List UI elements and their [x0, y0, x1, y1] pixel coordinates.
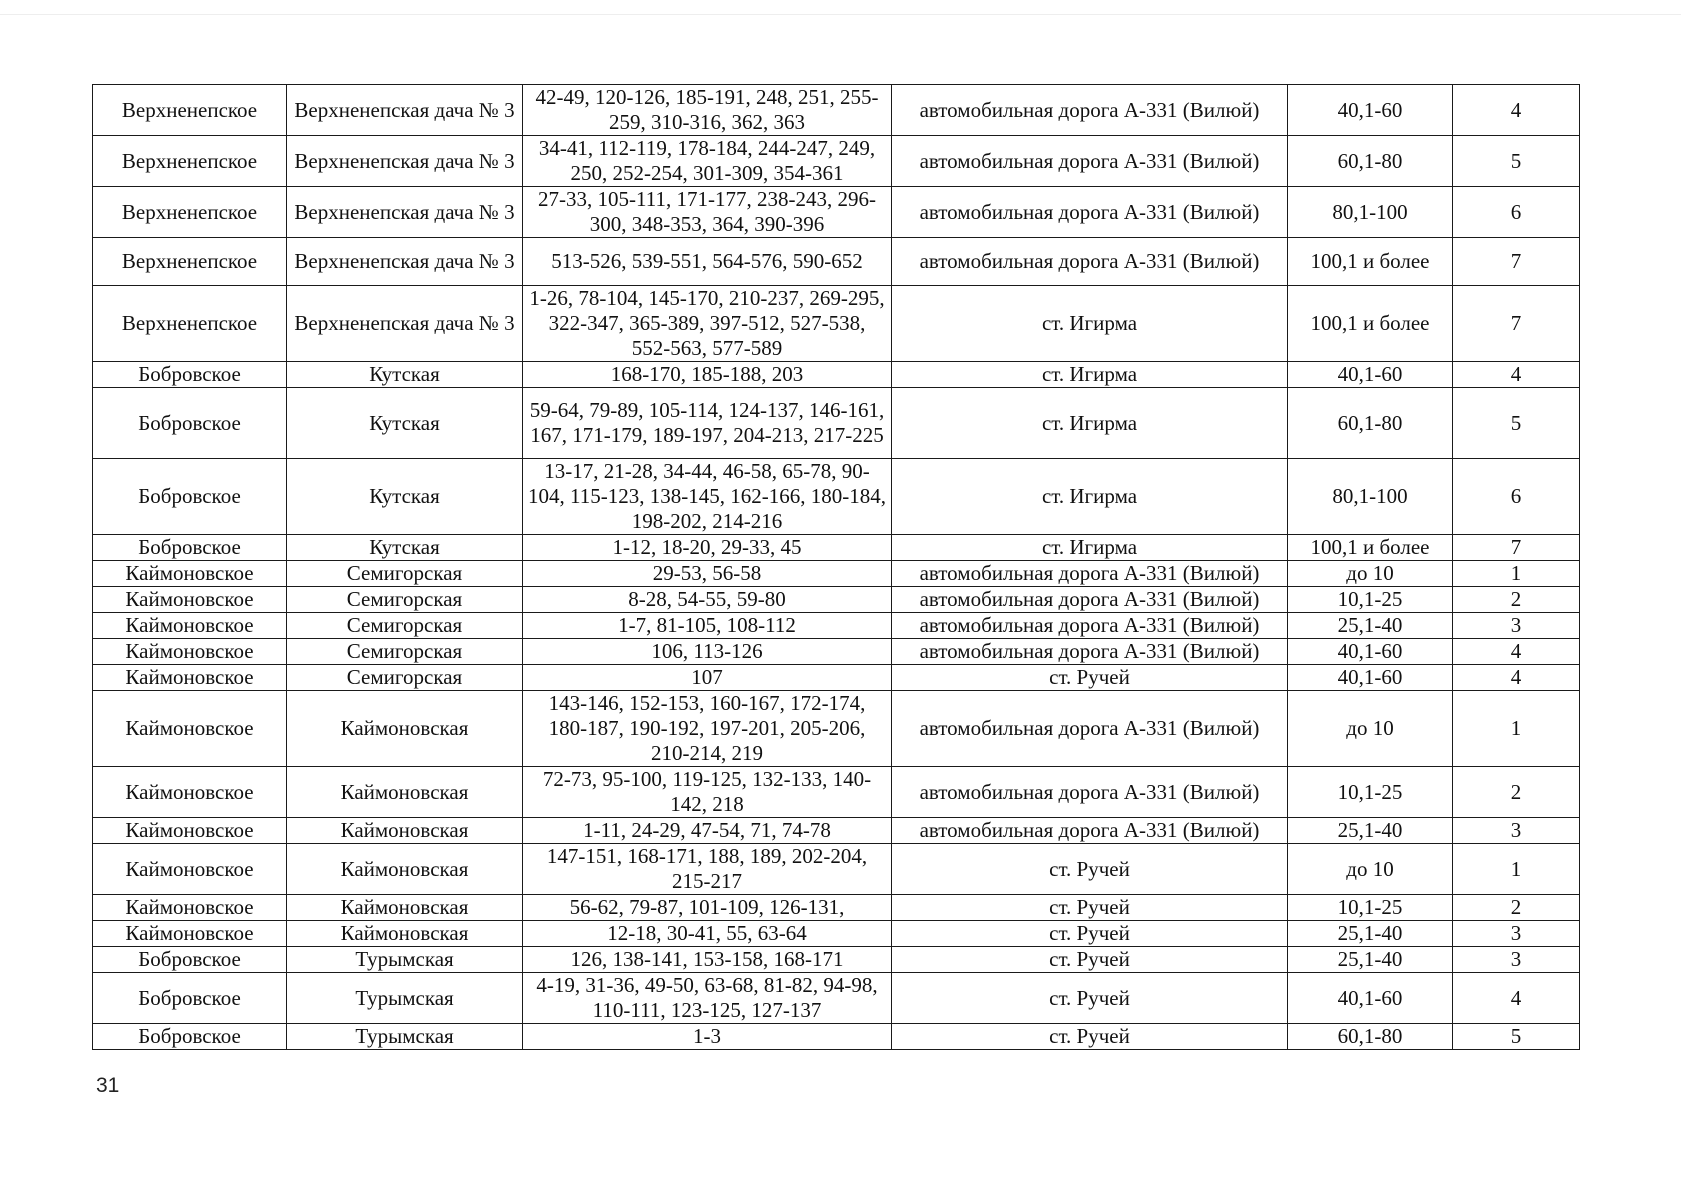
scan-edge-line: [0, 14, 1681, 15]
cell-dacha: Верхненепская дача № 3: [287, 187, 523, 238]
cell-reference: ст. Ручей: [892, 921, 1288, 947]
cell-dacha: Турымская: [287, 973, 523, 1024]
cell-settlement: Бобровское: [93, 362, 287, 388]
cell-reference: ст. Ручей: [892, 844, 1288, 895]
cell-settlement: Верхненепское: [93, 187, 287, 238]
table-row: [93, 238, 1580, 286]
cell-distance: 100,1 и более: [1288, 286, 1453, 362]
cell-distance: 40,1-60: [1288, 85, 1453, 136]
cell-zone: 1: [1453, 691, 1580, 767]
page-number: 31: [96, 1074, 120, 1097]
table-row: [93, 362, 1580, 388]
cell-settlement: Бобровское: [93, 973, 287, 1024]
cell-dacha: Кутская: [287, 459, 523, 535]
cell-dacha: Семигорская: [287, 613, 523, 639]
cell-zone: 4: [1453, 85, 1580, 136]
cell-quarters: 107: [523, 665, 892, 691]
cell-reference: ст. Игирма: [892, 388, 1288, 459]
cell-zone: 6: [1453, 187, 1580, 238]
cell-settlement: Верхненепское: [93, 286, 287, 362]
cell-quarters: 1-26, 78-104, 145-170, 210-237, 269-295, 322-347, 365-389, 397-512, 527-538, 552-563, 577-589: [523, 286, 892, 362]
cell-dacha: Семигорская: [287, 665, 523, 691]
cell-reference: автомобильная дорога А-331 (Вилюй): [892, 561, 1288, 587]
cell-dacha: Каймоновская: [287, 844, 523, 895]
cell-distance: 10,1-25: [1288, 587, 1453, 613]
table-row: [93, 187, 1580, 238]
cell-settlement: Верхненепское: [93, 85, 287, 136]
cell-distance: до 10: [1288, 844, 1453, 895]
cell-quarters: 143-146, 152-153, 160-167, 172-174, 180-187, 190-192, 197-201, 205-206, 210-214, 219: [523, 691, 892, 767]
cell-settlement: Бобровское: [93, 947, 287, 973]
cell-reference: ст. Ручей: [892, 895, 1288, 921]
cell-quarters: 8-28, 54-55, 59-80: [523, 587, 892, 613]
cell-dacha: Кутская: [287, 362, 523, 388]
cell-zone: 2: [1453, 895, 1580, 921]
cell-quarters: 168-170, 185-188, 203: [523, 362, 892, 388]
table-body: [93, 85, 1580, 1050]
cell-zone: 1: [1453, 844, 1580, 895]
table-row: [93, 587, 1580, 613]
cell-zone: 5: [1453, 388, 1580, 459]
table-row: [93, 818, 1580, 844]
cell-distance: 25,1-40: [1288, 613, 1453, 639]
cell-settlement: Бобровское: [93, 459, 287, 535]
table-row: [93, 767, 1580, 818]
cell-settlement: Каймоновское: [93, 895, 287, 921]
table-row: [93, 388, 1580, 459]
table-row: [93, 136, 1580, 187]
cell-dacha: Каймоновская: [287, 818, 523, 844]
table-row: [93, 561, 1580, 587]
cell-reference: автомобильная дорога А-331 (Вилюй): [892, 85, 1288, 136]
cell-dacha: Верхненепская дача № 3: [287, 85, 523, 136]
cell-dacha: Каймоновская: [287, 921, 523, 947]
table-row: [93, 844, 1580, 895]
cell-reference: автомобильная дорога А-331 (Вилюй): [892, 187, 1288, 238]
cell-settlement: Бобровское: [93, 388, 287, 459]
cell-distance: 80,1-100: [1288, 459, 1453, 535]
cell-zone: 3: [1453, 921, 1580, 947]
cell-zone: 6: [1453, 459, 1580, 535]
table-row: [93, 921, 1580, 947]
table-row: [93, 639, 1580, 665]
cell-quarters: 56-62, 79-87, 101-109, 126-131,: [523, 895, 892, 921]
cell-distance: 40,1-60: [1288, 362, 1453, 388]
cell-reference: ст. Ручей: [892, 665, 1288, 691]
cell-zone: 1: [1453, 561, 1580, 587]
cell-quarters: 29-53, 56-58: [523, 561, 892, 587]
cell-distance: 25,1-40: [1288, 921, 1453, 947]
cell-settlement: Каймоновское: [93, 767, 287, 818]
table-row: [93, 613, 1580, 639]
table-row: [93, 459, 1580, 535]
distance-zone-table: [92, 84, 1580, 1050]
table-row: [93, 1024, 1580, 1050]
cell-dacha: Турымская: [287, 1024, 523, 1050]
cell-reference: автомобильная дорога А-331 (Вилюй): [892, 691, 1288, 767]
cell-dacha: Семигорская: [287, 639, 523, 665]
cell-distance: 100,1 и более: [1288, 535, 1453, 561]
cell-quarters: 59-64, 79-89, 105-114, 124-137, 146-161, 167, 171-179, 189-197, 204-213, 217-225: [523, 388, 892, 459]
cell-reference: ст. Ручей: [892, 947, 1288, 973]
table-row: [93, 895, 1580, 921]
cell-quarters: 4-19, 31-36, 49-50, 63-68, 81-82, 94-98, 110-111, 123-125, 127-137: [523, 973, 892, 1024]
cell-reference: ст. Ручей: [892, 973, 1288, 1024]
cell-reference: ст. Игирма: [892, 286, 1288, 362]
cell-reference: автомобильная дорога А-331 (Вилюй): [892, 818, 1288, 844]
cell-settlement: Каймоновское: [93, 818, 287, 844]
cell-distance: до 10: [1288, 691, 1453, 767]
cell-quarters: 1-3: [523, 1024, 892, 1050]
cell-dacha: Каймоновская: [287, 691, 523, 767]
cell-distance: 60,1-80: [1288, 1024, 1453, 1050]
table-row: [93, 947, 1580, 973]
cell-reference: ст. Игирма: [892, 362, 1288, 388]
cell-reference: ст. Ручей: [892, 1024, 1288, 1050]
cell-dacha: Верхненепская дача № 3: [287, 136, 523, 187]
cell-dacha: Турымская: [287, 947, 523, 973]
cell-settlement: Каймоновское: [93, 665, 287, 691]
cell-settlement: Верхненепское: [93, 238, 287, 286]
cell-zone: 2: [1453, 767, 1580, 818]
cell-quarters: 513-526, 539-551, 564-576, 590-652: [523, 238, 892, 286]
cell-settlement: Верхненепское: [93, 136, 287, 187]
cell-reference: автомобильная дорога А-331 (Вилюй): [892, 613, 1288, 639]
cell-settlement: Каймоновское: [93, 844, 287, 895]
table-row: [93, 286, 1580, 362]
table-row: [93, 535, 1580, 561]
cell-distance: 80,1-100: [1288, 187, 1453, 238]
cell-zone: 3: [1453, 613, 1580, 639]
cell-dacha: Кутская: [287, 388, 523, 459]
cell-zone: 3: [1453, 818, 1580, 844]
cell-dacha: Семигорская: [287, 561, 523, 587]
cell-distance: 40,1-60: [1288, 973, 1453, 1024]
cell-quarters: 1-7, 81-105, 108-112: [523, 613, 892, 639]
cell-settlement: Бобровское: [93, 535, 287, 561]
cell-settlement: Бобровское: [93, 1024, 287, 1050]
cell-zone: 2: [1453, 587, 1580, 613]
cell-distance: 10,1-25: [1288, 767, 1453, 818]
cell-reference: автомобильная дорога А-331 (Вилюй): [892, 238, 1288, 286]
cell-zone: 4: [1453, 665, 1580, 691]
cell-distance: 25,1-40: [1288, 818, 1453, 844]
cell-settlement: Каймоновское: [93, 691, 287, 767]
cell-dacha: Семигорская: [287, 587, 523, 613]
cell-settlement: Каймоновское: [93, 921, 287, 947]
cell-dacha: Верхненепская дача № 3: [287, 238, 523, 286]
cell-zone: 4: [1453, 639, 1580, 665]
cell-zone: 4: [1453, 362, 1580, 388]
table-row: [93, 85, 1580, 136]
cell-settlement: Каймоновское: [93, 587, 287, 613]
table-row: [93, 691, 1580, 767]
cell-quarters: 42-49, 120-126, 185-191, 248, 251, 255-259, 310-316, 362, 363: [523, 85, 892, 136]
table-row: [93, 973, 1580, 1024]
cell-dacha: Каймоновская: [287, 767, 523, 818]
cell-reference: ст. Игирма: [892, 535, 1288, 561]
cell-zone: 4: [1453, 973, 1580, 1024]
cell-zone: 3: [1453, 947, 1580, 973]
cell-settlement: Каймоновское: [93, 639, 287, 665]
cell-quarters: 34-41, 112-119, 178-184, 244-247, 249, 250, 252-254, 301-309, 354-361: [523, 136, 892, 187]
cell-dacha: Верхненепская дача № 3: [287, 286, 523, 362]
cell-zone: 5: [1453, 1024, 1580, 1050]
cell-distance: 25,1-40: [1288, 947, 1453, 973]
cell-zone: 5: [1453, 136, 1580, 187]
cell-distance: 10,1-25: [1288, 895, 1453, 921]
cell-reference: автомобильная дорога А-331 (Вилюй): [892, 136, 1288, 187]
cell-settlement: Каймоновское: [93, 561, 287, 587]
cell-zone: 7: [1453, 238, 1580, 286]
cell-distance: 100,1 и более: [1288, 238, 1453, 286]
cell-distance: 40,1-60: [1288, 665, 1453, 691]
cell-quarters: 13-17, 21-28, 34-44, 46-58, 65-78, 90-104, 115-123, 138-145, 162-166, 180-184, 198-202, 214-216: [523, 459, 892, 535]
cell-quarters: 12-18, 30-41, 55, 63-64: [523, 921, 892, 947]
table-row: [93, 665, 1580, 691]
cell-distance: 60,1-80: [1288, 136, 1453, 187]
cell-reference: автомобильная дорога А-331 (Вилюй): [892, 767, 1288, 818]
cell-quarters: 147-151, 168-171, 188, 189, 202-204, 215-217: [523, 844, 892, 895]
cell-reference: ст. Игирма: [892, 459, 1288, 535]
cell-zone: 7: [1453, 286, 1580, 362]
cell-reference: автомобильная дорога А-331 (Вилюй): [892, 587, 1288, 613]
cell-quarters: 106, 113-126: [523, 639, 892, 665]
cell-quarters: 1-12, 18-20, 29-33, 45: [523, 535, 892, 561]
cell-quarters: 126, 138-141, 153-158, 168-171: [523, 947, 892, 973]
cell-zone: 7: [1453, 535, 1580, 561]
cell-distance: 60,1-80: [1288, 388, 1453, 459]
cell-dacha: Кутская: [287, 535, 523, 561]
cell-settlement: Каймоновское: [93, 613, 287, 639]
cell-dacha: Каймоновская: [287, 895, 523, 921]
cell-quarters: 72-73, 95-100, 119-125, 132-133, 140-142, 218: [523, 767, 892, 818]
cell-reference: автомобильная дорога А-331 (Вилюй): [892, 639, 1288, 665]
cell-quarters: 1-11, 24-29, 47-54, 71, 74-78: [523, 818, 892, 844]
cell-distance: до 10: [1288, 561, 1453, 587]
cell-distance: 40,1-60: [1288, 639, 1453, 665]
cell-quarters: 27-33, 105-111, 171-177, 238-243, 296-300, 348-353, 364, 390-396: [523, 187, 892, 238]
